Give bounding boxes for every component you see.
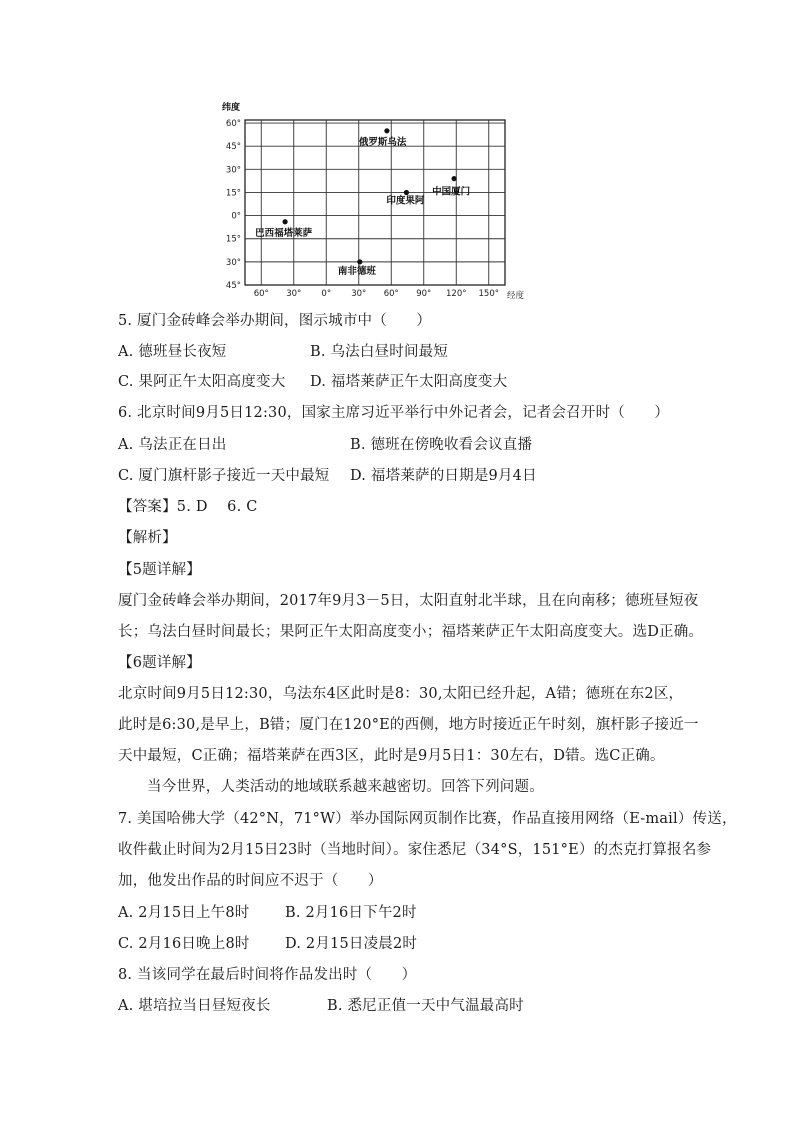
q7-option-d: D. 2月15日凌晨2时 — [285, 936, 418, 952]
q5-option-c: C. 果阿正午太阳高度变大 — [118, 374, 286, 390]
y-tick-label: 15° — [225, 188, 241, 199]
city-grid-chart — [215, 98, 545, 303]
detail6-line-2: 此时是6:30,是早上，B错；厦门在120°E的西侧，地方时接近正午时刻，旗杆影子接近一 — [118, 717, 699, 733]
detail6-heading: 【6题详解】 — [118, 655, 201, 671]
x-tick-label: 0° — [321, 289, 332, 299]
q7-option-b: B. 2月16日下午2时 — [285, 905, 417, 921]
q7-stem-line-3: 加，他发出作品的时间应不迟于（ ） — [118, 873, 383, 889]
q6-option-a: A. 乌法正在日出 — [118, 437, 227, 453]
city-point — [384, 128, 389, 133]
q5-stem: 5. 厦门金砖峰会举办期间，图示城市中（ ） — [118, 313, 432, 329]
city-point — [451, 176, 456, 181]
city-label: 巴西福塔莱萨 — [255, 227, 313, 239]
q7-option-c: C. 2月16日晚上8时 — [118, 936, 250, 952]
x-tick-label: 90° — [416, 289, 432, 299]
q6-option-d: D. 福塔莱萨的日期是9月4日 — [350, 468, 537, 484]
city-label: 印度果阿 — [386, 195, 425, 207]
detail6-line-3: 天中最短，C正确；福塔莱萨在西3区，此时是9月5日1：30左右，D错。选C正确。 — [118, 748, 665, 764]
q7-option-a: A. 2月15日上午8时 — [118, 905, 250, 921]
detail5-line-2: 长；乌法白昼时间最长；果阿正午太阳高度变小；福塔莱萨正午太阳高度变大。选D正确。 — [118, 624, 704, 640]
city-point — [357, 259, 362, 264]
q5-option-b: B. 乌法白昼时间最短 — [310, 344, 449, 360]
q8-stem: 8. 当该同学在最后时间将作品发出时（ ） — [118, 967, 417, 983]
section-intro: 当今世界，人类活动的地域联系越来越密切。回答下列问题。 — [147, 779, 544, 795]
q6-stem: 6. 北京时间9月5日12:30，国家主席习近平举行中外记者会，记者会召开时（ ） — [118, 405, 670, 421]
x-tick-label: 60° — [383, 289, 399, 299]
detail6-line-1: 北京时间9月5日12:30，乌法东4区此时是8：30,太阳已经升起，A错；德班在东2区， — [118, 686, 684, 702]
q5-option-a: A. 德班昼长夜短 — [118, 344, 227, 360]
q6-option-b: B. 德班在傍晚收看会议直播 — [350, 437, 533, 453]
city-location-figure — [215, 98, 545, 303]
y-axis-label: 纬度 — [222, 103, 241, 113]
x-tick-label: 120° — [446, 289, 467, 299]
x-tick-label: 60° — [253, 289, 269, 299]
q7-stem-line-1: 7. 美国哈佛大学（42°N，71°W）举办国际网页制作比赛，作品直接用网络（E-mail）传送， — [118, 811, 737, 827]
city-point — [404, 190, 409, 195]
x-tick-label: 30° — [351, 289, 367, 299]
x-tick-label: 150° — [478, 289, 499, 299]
city-label: 南非德班 — [337, 265, 376, 277]
y-tick-label: 15° — [225, 234, 241, 245]
analysis-heading: 【解析】 — [118, 530, 177, 546]
answer-line: 【答案】5. D 6. C — [118, 499, 258, 515]
y-tick-label: 30° — [225, 257, 241, 268]
q6-option-c: C. 厦门旗杆影子接近一天中最短 — [118, 468, 330, 484]
city-label: 俄罗斯乌法 — [358, 136, 407, 148]
q8-option-b: B. 悉尼正值一天中气温最高时 — [327, 998, 524, 1014]
city-label: 中国厦门 — [432, 186, 471, 198]
y-tick-label: 30° — [225, 165, 241, 176]
x-tick-label: 30° — [286, 289, 302, 299]
y-tick-label: 0° — [231, 211, 241, 222]
y-tick-label: 45° — [225, 281, 241, 291]
detail5-line-1: 厦门金砖峰会举办期间，2017年9月3－5日，太阳直射北半球，且在向南移；德班昼短夜 — [118, 593, 699, 609]
q7-stem-line-2: 收件截止时间为2月15日23时（当地时间）。家住悉尼（34°S，151°E）的杰克打算报名参 — [118, 842, 712, 858]
detail5-heading: 【5题详解】 — [118, 562, 201, 578]
q8-option-a: A. 堪培拉当日昼短夜长 — [118, 998, 271, 1014]
x-axis-label: 经度 — [507, 291, 525, 301]
y-tick-label: 60° — [225, 119, 241, 130]
city-point — [282, 219, 287, 224]
y-tick-label: 45° — [225, 142, 241, 153]
q5-option-d: D. 福塔莱萨正午太阳高度变大 — [310, 374, 508, 390]
